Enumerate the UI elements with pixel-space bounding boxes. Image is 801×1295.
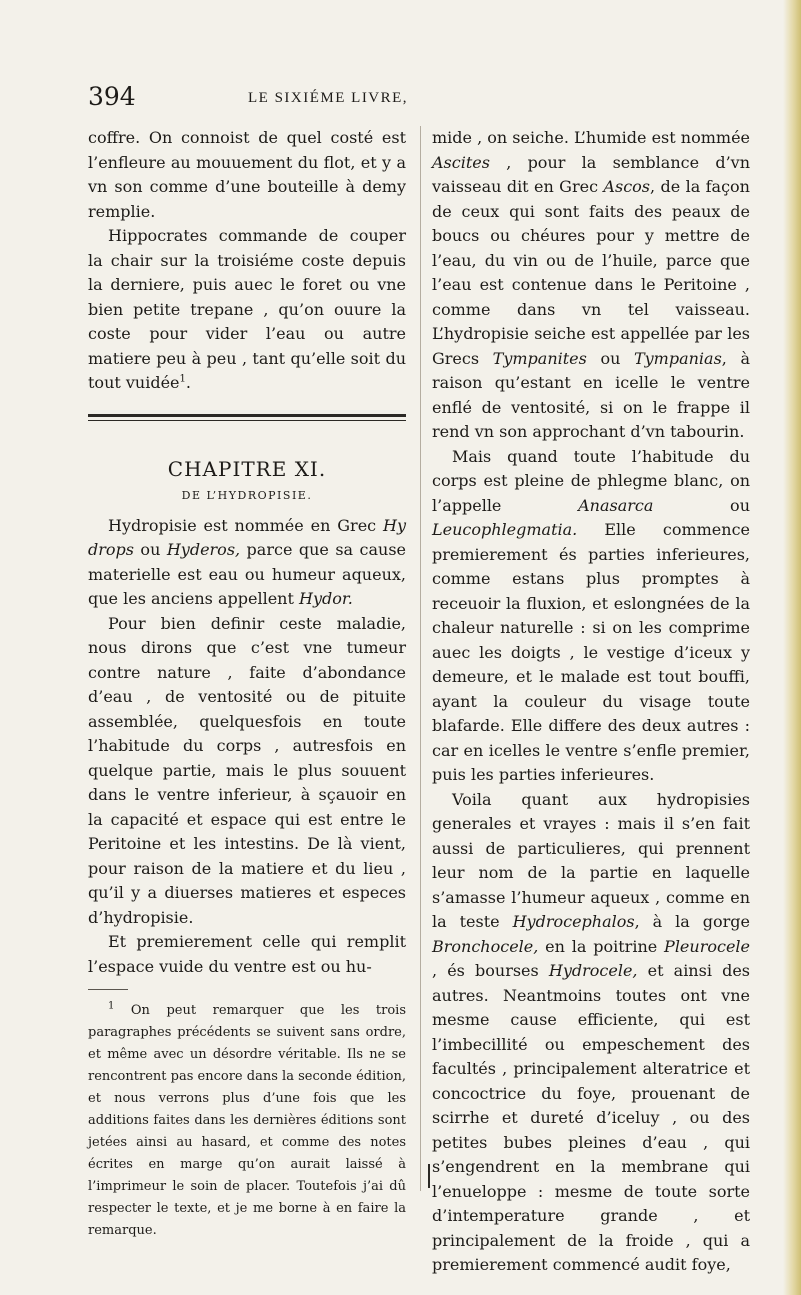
r3-text-b: , à la gorge: [634, 912, 750, 931]
r1-text-e: , à raison qu’estant en icelle le ventre enflé de ventosité, si on le frappe il rend vn son approchant d’vn tabourin.: [432, 348, 750, 441]
left-paragraph-4: Pour bien definir ceste maladie, nous dirons que c’est vne tumeur contre nature , faite d’abondance d’eau , de ventosité ou de pituite assemblée, quelquesfois en toute l’habitude du corps , autresfois en quelque partie, mais le plus souuent dans le ventre inferieur, à sçauoir en la capacité et espace qui est entre le Peritoine et les intestins. De là vient, pour raison de la matiere et du lieu , qu’il y a diuerses matieres et especes d’hydropisie.: [88, 613, 406, 927]
r3-term-hydrocele: Hydrocele,: [548, 961, 638, 980]
r1-text-d: ou: [586, 348, 634, 368]
chapter-separator-rule: [88, 414, 406, 421]
r3-term-hydrocephalos: Hydrocephalos: [512, 912, 635, 931]
footnote-number: 1: [108, 1000, 115, 1012]
p3-text-c: parce que sa cause materielle est eau ou humeur aqueux, que les anciens appellent: [88, 540, 407, 608]
r1-term-tympanias: Tympanias: [633, 348, 722, 368]
left-paragraph-2-text: Hippocrates commande de couper la chair sur la troisiéme coste depuis la derniere, puis auec le foret ou vne bien petite trepane , qu’on ouure la coste pour vider l’eau ou autre matiere peu à peu , tant qu’elle soit du tout vuidée: [88, 226, 406, 392]
page-number: 394: [88, 82, 136, 111]
r3-text-c: en la poitrine: [538, 936, 665, 956]
page-edge-shadow: [783, 0, 801, 1295]
r2-text-c: Elle commence premierement és parties inferieures, comme estans plus promptes à receuoir la fluxion, et eslongnées de la chaleur naturelle : si on les comprime auec les doigts , le vestige d’iceux y demeure, et le malade est tout bouffi, ayant la couleur du visage toute blafarde. Elle differe des deux autres : car en icelles le ventre s’enfle premier, puis les parties inferieures.: [432, 520, 750, 784]
footnote-rule: [88, 989, 128, 990]
footnote: [88, 1000, 406, 1242]
left-paragraph-1: coffre. On connoist de quel costé est l’enfleure au mouuement du flot, et y a vn son comme d’une bouteille à demy remplie.: [88, 128, 406, 221]
margin-bracket-mark: [428, 1164, 430, 1188]
p3-text-a: Hydropisie est nommée en Grec: [108, 515, 383, 535]
r1-text-c: , de la façon de ceux qui sont faits des peaux de boucs ou chéures pour y mettre de l’eau, du vin ou de l’huile, parce que l’eau est contenue dans le Peritoine , comme dans vn tel vaisseau. L’hydropisie seiche est appellée par les Grecs: [432, 177, 750, 368]
footnote-text: On peut remarquer que les trois paragraphes précédents se suivent sans ordre, et même avec un désordre véritable. Ils ne se rencontrent pas encore dans la seconde édition, et nous verrons plus d’une fois que les additions faites dans les dernières éditions sont jetées ainsi au hasard, et comme des notes écrites en marge qu’on aurait laissé à l’imprimeur le soin de placer. Toutefois j’ai dû respecter le texte, et je me borne à en faire la remarque.: [88, 1003, 406, 1238]
footnote-reference: 1: [179, 373, 186, 385]
page-header: [88, 82, 728, 116]
right-paragraph-3: [432, 788, 750, 1278]
p3-text-b: ou: [133, 540, 167, 559]
left-column: [88, 126, 406, 1242]
running-title: LE SIXIÉME LIVRE,: [248, 90, 409, 106]
r3-text-e: et ainsi des autres. Neantmoins toutes ont vne mesme cause efficiente, qui est l’imbecillité ou empeschement des facultés , principalement alteratrice et concoctrice du foye, prouenant de scirrhe et dureté d’iceluy , ou des petites bubes pleines d’eau , qui s’engendrent en la membrane qui l’enueloppe : mesme de toute sorte d’intemperature grande , et principalement de la froide , qui a premierement commencé audit foye,: [432, 961, 750, 1274]
chapter-title: CHAPITRE XI.: [167, 456, 327, 481]
p3-term-hydor: Hydor.: [299, 589, 353, 608]
r1-term-ascites: Ascites: [432, 152, 490, 172]
chapter-subtitle: DE L’HYDROPISIE.: [181, 488, 313, 502]
r1-term-ascos: Ascos: [603, 177, 650, 196]
p3-term-hydrops: Hy drops: [88, 515, 406, 559]
left-paragraph-2-end: .: [185, 373, 191, 392]
right-paragraph-1: [432, 126, 750, 445]
r1-text-a: mide , on seiche. L’humide est nommée: [432, 128, 750, 147]
p3-term-hyderos: Hyderos,: [166, 540, 241, 559]
r2-text-a: Mais quand toute l’habitude du corps est pleine de phlegme blanc, on l’appelle: [432, 446, 750, 515]
r2-term-leucophlegmatia: Leucophlegmatia.: [432, 520, 578, 539]
r1-text-b: , pour la semblance d’vn vaisseau dit en Grec: [432, 152, 750, 196]
r3-term-bronchocele: Bronchocele,: [432, 936, 539, 956]
r3-term-pleurocele: Pleurocele: [664, 936, 750, 956]
right-paragraph-2: [432, 445, 750, 788]
r1-term-tympanites: Tympanites: [492, 348, 587, 368]
r2-text-b: ou: [653, 495, 750, 515]
r3-text-a: Voila quant aux hydropisies generales et vrayes : mais il s’en fait aussi de particulieres, qui prennent leur nom de la partie en laquelle s’amasse l’humeur aqueux , comme en la teste: [432, 789, 750, 931]
left-paragraph-5: Et premierement celle qui remplit l’espace vuide du ventre est ou hu-: [88, 932, 406, 976]
r2-term-anasarca: Anasarca: [578, 495, 654, 515]
left-paragraph-3: [88, 514, 406, 612]
left-paragraph-2: [88, 224, 406, 396]
column-divider: [420, 126, 421, 1191]
r3-text-d: , és bourses: [432, 961, 549, 980]
right-column: [432, 126, 750, 1278]
